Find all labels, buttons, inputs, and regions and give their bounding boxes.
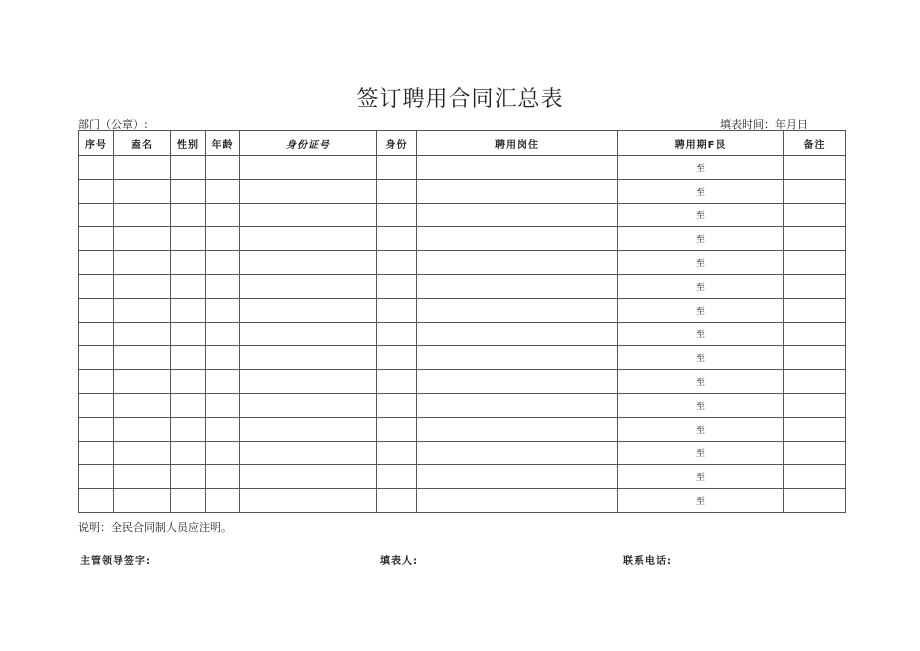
- cell-age: [206, 274, 240, 298]
- cell-serial: [79, 465, 114, 489]
- cell-serial: [79, 417, 114, 441]
- col-header-period: 聘用期F艮: [618, 131, 784, 156]
- cell-position: [417, 441, 618, 465]
- table-row: [79, 417, 846, 441]
- cell-serial: [79, 346, 114, 370]
- cell-name: [114, 346, 171, 370]
- cell-gender: [171, 179, 206, 203]
- cell-id-number: [240, 393, 377, 417]
- cell-serial: [79, 179, 114, 203]
- cell-gender: [171, 417, 206, 441]
- cell-period: 至: [618, 156, 784, 180]
- table-header-row: [79, 131, 846, 156]
- cell-gender: [171, 251, 206, 275]
- cell-id-number: [240, 322, 377, 346]
- form-title: 签订聘用合同汇总表: [356, 87, 564, 112]
- cell-serial: [79, 441, 114, 465]
- cell-identity: [377, 322, 417, 346]
- cell-identity: [377, 274, 417, 298]
- cell-position: [417, 156, 618, 180]
- cell-remarks: [784, 251, 846, 275]
- cell-name: [114, 465, 171, 489]
- cell-name: [114, 393, 171, 417]
- cell-name: [114, 227, 171, 251]
- col-header-age: 年龄: [206, 131, 240, 156]
- fill-time-label: 填表时间：年月日: [720, 118, 808, 131]
- cell-remarks: [784, 393, 846, 417]
- cell-remarks: [784, 179, 846, 203]
- col-header-name: 盍名: [114, 131, 171, 156]
- cell-identity: [377, 298, 417, 322]
- cell-period: 至: [618, 370, 784, 394]
- cell-period: 至: [618, 489, 784, 513]
- cell-gender: [171, 156, 206, 180]
- table-row: [79, 393, 846, 417]
- cell-id-number: [240, 203, 377, 227]
- cell-identity: [377, 370, 417, 394]
- cell-gender: [171, 489, 206, 513]
- cell-position: [417, 179, 618, 203]
- cell-name: [114, 251, 171, 275]
- cell-remarks: [784, 322, 846, 346]
- cell-name: [114, 417, 171, 441]
- cell-identity: [377, 203, 417, 227]
- cell-name: [114, 489, 171, 513]
- phone-label: 联系电话:: [623, 556, 672, 567]
- col-header-gender: 性别: [171, 131, 206, 156]
- cell-period: 至: [618, 441, 784, 465]
- leader-signature-label: 主管领导签字:: [80, 556, 151, 567]
- cell-age: [206, 322, 240, 346]
- cell-identity: [377, 489, 417, 513]
- cell-identity: [377, 179, 417, 203]
- table-row: [79, 251, 846, 275]
- cell-identity: [377, 156, 417, 180]
- table-body: [79, 156, 846, 513]
- cell-serial: [79, 251, 114, 275]
- cell-name: [114, 156, 171, 180]
- cell-remarks: [784, 274, 846, 298]
- cell-identity: [377, 417, 417, 441]
- table-row: [79, 322, 846, 346]
- cell-id-number: [240, 227, 377, 251]
- cell-position: [417, 346, 618, 370]
- cell-remarks: [784, 203, 846, 227]
- department-label: 部门（公章）:: [78, 118, 148, 131]
- cell-identity: [377, 393, 417, 417]
- cell-position: [417, 465, 618, 489]
- col-header-remarks: 备注: [784, 131, 846, 156]
- cell-id-number: [240, 298, 377, 322]
- cell-period: 至: [618, 393, 784, 417]
- cell-id-number: [240, 156, 377, 180]
- table-row: [79, 156, 846, 180]
- cell-gender: [171, 393, 206, 417]
- cell-period: 至: [618, 203, 784, 227]
- cell-age: [206, 465, 240, 489]
- cell-id-number: [240, 417, 377, 441]
- cell-gender: [171, 346, 206, 370]
- cell-serial: [79, 227, 114, 251]
- cell-age: [206, 203, 240, 227]
- cell-age: [206, 251, 240, 275]
- cell-remarks: [784, 417, 846, 441]
- cell-position: [417, 274, 618, 298]
- table-row: [79, 274, 846, 298]
- cell-name: [114, 322, 171, 346]
- cell-remarks: [784, 465, 846, 489]
- cell-period: 至: [618, 346, 784, 370]
- cell-gender: [171, 322, 206, 346]
- cell-remarks: [784, 227, 846, 251]
- cell-period: 至: [618, 179, 784, 203]
- cell-serial: [79, 370, 114, 394]
- cell-id-number: [240, 179, 377, 203]
- cell-identity: [377, 441, 417, 465]
- table-row: [79, 179, 846, 203]
- cell-period: 至: [618, 298, 784, 322]
- table-row: [79, 203, 846, 227]
- cell-name: [114, 203, 171, 227]
- cell-position: [417, 489, 618, 513]
- cell-identity: [377, 227, 417, 251]
- col-header-id-number: 身份证号: [240, 131, 377, 156]
- cell-age: [206, 346, 240, 370]
- table-row: [79, 370, 846, 394]
- cell-age: [206, 156, 240, 180]
- signature-line: [80, 552, 780, 568]
- table-row: [79, 465, 846, 489]
- col-header-serial: 序号: [79, 131, 114, 156]
- cell-name: [114, 274, 171, 298]
- cell-age: [206, 298, 240, 322]
- col-header-position: 聘用岗住: [417, 131, 618, 156]
- cell-age: [206, 370, 240, 394]
- cell-position: [417, 393, 618, 417]
- cell-serial: [79, 298, 114, 322]
- cell-serial: [79, 274, 114, 298]
- cell-age: [206, 393, 240, 417]
- cell-age: [206, 417, 240, 441]
- filler-label: 填表人:: [380, 556, 418, 567]
- cell-identity: [377, 346, 417, 370]
- cell-id-number: [240, 274, 377, 298]
- cell-serial: [79, 393, 114, 417]
- table-row: [79, 489, 846, 513]
- cell-period: 至: [618, 227, 784, 251]
- cell-serial: [79, 322, 114, 346]
- cell-age: [206, 441, 240, 465]
- cell-id-number: [240, 465, 377, 489]
- cell-position: [417, 370, 618, 394]
- cell-period: 至: [618, 322, 784, 346]
- cell-position: [417, 227, 618, 251]
- summary-table: [78, 130, 846, 513]
- cell-remarks: [784, 370, 846, 394]
- cell-identity: [377, 465, 417, 489]
- cell-position: [417, 203, 618, 227]
- cell-name: [114, 298, 171, 322]
- cell-id-number: [240, 346, 377, 370]
- cell-gender: [171, 441, 206, 465]
- cell-period: 至: [618, 251, 784, 275]
- cell-id-number: [240, 489, 377, 513]
- cell-position: [417, 298, 618, 322]
- table-row: [79, 298, 846, 322]
- cell-age: [206, 489, 240, 513]
- table-row: [79, 441, 846, 465]
- cell-name: [114, 179, 171, 203]
- cell-remarks: [784, 346, 846, 370]
- cell-position: [417, 417, 618, 441]
- cell-position: [417, 322, 618, 346]
- cell-period: 至: [618, 417, 784, 441]
- cell-gender: [171, 465, 206, 489]
- cell-name: [114, 370, 171, 394]
- table-row: [79, 346, 846, 370]
- cell-remarks: [784, 489, 846, 513]
- cell-remarks: [784, 156, 846, 180]
- cell-serial: [79, 489, 114, 513]
- cell-age: [206, 227, 240, 251]
- cell-gender: [171, 298, 206, 322]
- cell-id-number: [240, 370, 377, 394]
- cell-id-number: [240, 251, 377, 275]
- cell-gender: [171, 203, 206, 227]
- cell-gender: [171, 370, 206, 394]
- cell-identity: [377, 251, 417, 275]
- cell-remarks: [784, 298, 846, 322]
- cell-period: 至: [618, 274, 784, 298]
- cell-remarks: [784, 441, 846, 465]
- cell-id-number: [240, 441, 377, 465]
- table-row: [79, 227, 846, 251]
- note-text: 说明：全民合同制人员应注明。: [78, 521, 232, 534]
- col-header-identity: 身份: [377, 131, 417, 156]
- cell-serial: [79, 156, 114, 180]
- cell-period: 至: [618, 465, 784, 489]
- cell-name: [114, 441, 171, 465]
- cell-gender: [171, 227, 206, 251]
- cell-serial: [79, 203, 114, 227]
- cell-position: [417, 251, 618, 275]
- cell-gender: [171, 274, 206, 298]
- cell-age: [206, 179, 240, 203]
